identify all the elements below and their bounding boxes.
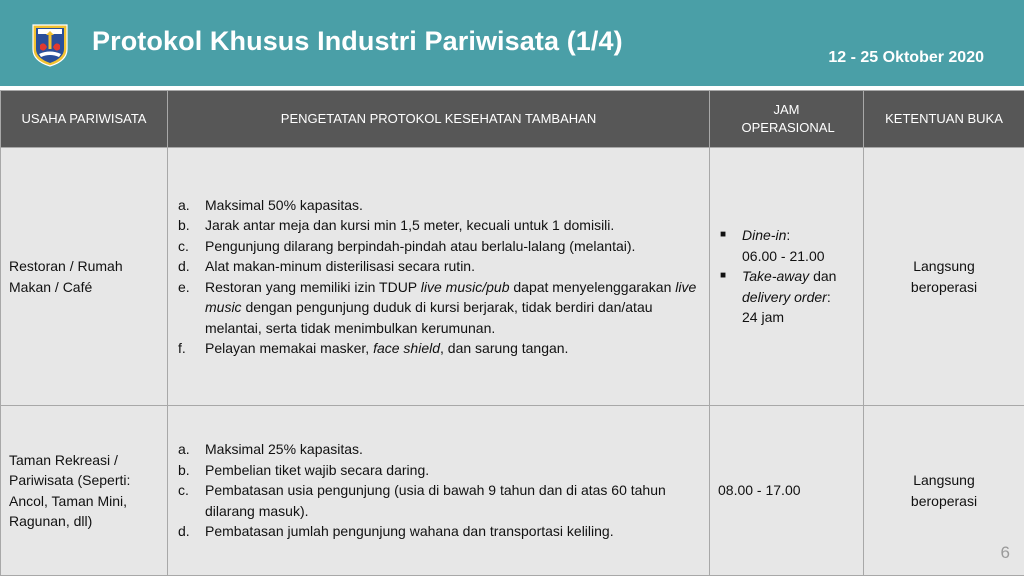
column-header-protokol: PENGETATAN PROTOKOL KESEHATAN TAMBAHAN [168,91,710,148]
italic-term: live music [205,278,697,315]
text-segment: Pelayan memakai masker, [205,340,374,356]
italic-term: live music/pub [420,278,510,295]
italic-term: Take-away [742,268,810,285]
protokol-cell [168,148,710,406]
dki-jakarta-emblem-icon [30,23,70,67]
date-range: 12 - 25 Oktober 2020 [828,49,984,66]
list-marker: b. [178,217,190,233]
italic-term: Dine-in [742,227,787,244]
list-text: Maksimal 50% kapasitas. [205,196,363,213]
list-item [178,338,699,359]
table-row [1,148,1024,406]
jam-list [718,225,857,328]
list-marker: a. [178,441,190,458]
time-value: 06.00 - 21.00 [742,247,825,264]
protokol-cell [168,406,710,576]
time-value: 24 jam [742,309,785,326]
slide-title: Protokol Khusus Industri Pariwisata (1/4) [92,26,623,56]
list-item [178,460,699,481]
list-item [718,225,857,266]
list-marker: d. [178,258,190,274]
list-item [178,480,699,521]
text-segment: dan [809,268,837,285]
list-marker: a. [178,196,190,213]
text-segment: : [826,288,831,305]
list-item [178,277,699,339]
list-item [178,195,699,216]
list-text: Alat makan-minum disterilisasi secara rutin. [205,258,475,274]
list-text: Maksimal 25% kapasitas. [205,441,363,458]
jam-cell: 08.00 - 17.00 [710,406,864,576]
table-header-row [1,91,1024,148]
list-item [178,256,699,277]
text-segment: : [786,227,791,244]
list-item [718,266,857,328]
column-header-jam [710,91,864,148]
text-segment: dengan pengunjung duduk di kursi berjarak, tidak berdiri dan/atau melantai, serta tidak menimbulkan kerumunan. [205,299,653,336]
list-item [178,439,699,460]
list-text [742,225,857,266]
list-item [178,236,699,257]
square-bullet-icon: ■ [720,229,727,241]
square-bullet-icon: ■ [720,270,727,282]
usaha-cell: Taman Rekreasi / Pariwisata (Seperti: Ancol, Taman Mini, Ragunan, dll) [1,406,168,576]
list-marker: c. [178,237,189,254]
text-segment: , dan sarung tangan. [440,340,569,356]
protocol-table [0,90,1024,576]
page-number: 6 [1000,543,1010,562]
list-text: Pengunjung dilarang berpindah-pindah atau berlalu-lalang (melantai). [205,237,636,254]
ketentuan-text: Langsung beroperasi [910,258,978,295]
jam-cell [710,148,864,406]
list-text [742,266,857,328]
text-segment: Restoran yang memiliki izin TDUP [205,278,421,295]
list-text: Jarak antar meja dan kursi min 1,5 meter, kecuali untuk 1 domisili. [205,217,615,233]
list-marker: c. [178,482,189,499]
list-text: Pembatasan usia pengunjung (usia di bawah 9 tahun dan di atas 60 tahun dilarang masuk). [205,482,666,519]
list-item [178,215,699,236]
list-item [178,521,699,542]
list-text: Pembelian tiket wajib secara daring. [205,461,430,478]
protokol-list [178,439,699,542]
list-text [205,277,699,339]
text-segment: dapat menyelenggarakan [509,278,676,295]
usaha-cell: Restoran / Rumah Makan / Café [1,148,168,406]
column-header-usaha: USAHA PARIWISATA [1,91,168,148]
slide-header [0,0,1024,86]
italic-term: face shield [373,340,441,356]
ketentuan-cell [864,148,1024,406]
table-row [1,406,1024,576]
list-text: Pembatasan jumlah pengunjung wahana dan transportasi keliling. [205,523,614,540]
list-marker: f. [178,340,186,356]
list-marker: e. [178,278,190,295]
list-text [205,338,699,359]
column-header-jam-label: JAM OPERASIONAL [741,102,835,135]
ketentuan-text: Langsung beroperasi [910,472,978,509]
column-header-ketentuan: KETENTUAN BUKA [864,91,1024,148]
protokol-list [178,195,699,359]
list-marker: d. [178,523,190,540]
list-marker: b. [178,461,190,478]
italic-term: delivery order [742,288,827,305]
